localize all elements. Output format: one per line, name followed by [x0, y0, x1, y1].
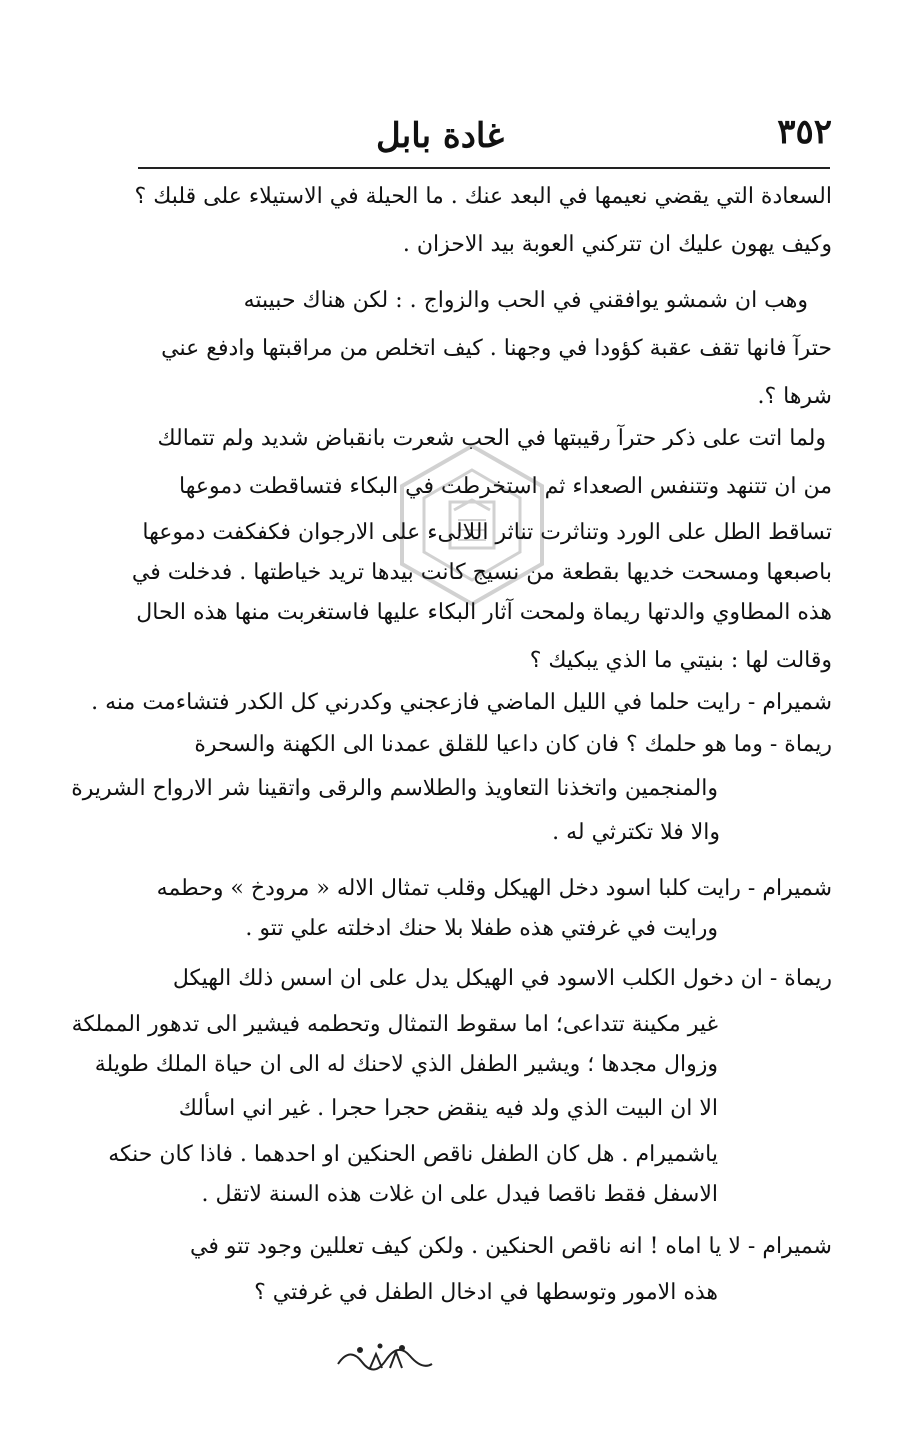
- text-line: ريماة - وما هو حلمك ؟ فان كان داعيا للقلق عمدنا الى الكهنة والسحرة: [194, 732, 832, 757]
- text-line: شميرام - لا يا اماه ! انه ناقص الحنكين . ولكن كيف تعللين وجود تتو في: [189, 1234, 832, 1259]
- text-line: وزوال مجدها ؛ ويشير الطفل الذي لاحنك له الى ان حياة الملك طويلة: [94, 1052, 718, 1077]
- page-end-ornament: [330, 1336, 440, 1376]
- text-line: وهب ان شمشو يوافقني في الحب والزواج . : لكن هناك حبيبته: [243, 288, 808, 313]
- text-line: شرها ؟.: [757, 384, 832, 409]
- running-title: غادة بابل: [376, 116, 504, 156]
- text-line: شميرام - رايت حلما في الليل الماضي فازعجني وكدرني كل الكدر فتشاءمت منه .: [91, 690, 832, 715]
- text-line: ياشميرام . هل كان الطفل ناقص الحنكين او احدهما . فاذا كان حنكه: [108, 1142, 718, 1167]
- header-rule: [138, 167, 830, 169]
- text-line: ريماة - ان دخول الكلب الاسود في الهيكل يدل على ان اسس ذلك الهيكل: [172, 966, 832, 991]
- text-line: غير مكينة تتداعى؛ اما سقوط التمثال وتحطمه فيشير الى تدهور المملكة: [71, 1012, 718, 1037]
- text-line: حترآ فانها تقف عقبة كؤودا في وجهنا . كيف اتخلص من مراقبتها وادفع عني: [161, 336, 832, 361]
- text-line: هذه الامور وتوسطها في ادخال الطفل في غرفتي ؟: [254, 1280, 718, 1305]
- text-line: تساقط الطل على الورد وتناثرت تناثر اللالىء على الارجوان فكفكفت دموعها: [142, 520, 832, 545]
- text-line: ولما اتت على ذكر حترآ رقيبتها في الحب شعرت بانقباض شديد ولم تتمالك: [157, 426, 826, 451]
- text-line: السعادة التي يقضي نعيمها في البعد عنك . ما الحيلة في الاستيلاء على قلبك ؟: [134, 184, 832, 209]
- text-line: باصبعها ومسحت خديها بقطعة من نسيج كانت بيدها تريد خياطتها . فدخلت في: [131, 560, 832, 585]
- text-line: الا ان البيت الذي ولد فيه ينقض حجرا حجرا . غير اني اسألك: [178, 1096, 718, 1121]
- text-line: هذه المطاوي والدتها ريماة ولمحت آثار البكاء عليها فاستغربت منها هذه الحال: [136, 600, 832, 625]
- text-line: من ان تتنهد وتتنفس الصعداء ثم استخرطت في البكاء فتساقطت دموعها: [178, 474, 832, 499]
- library-watermark-stamp: [392, 440, 552, 610]
- text-line: والا فلا تكترثي له .: [552, 820, 720, 845]
- text-line: ورايت في غرفتي هذه طفلا بلا حنك ادخلته علي تتو .: [245, 916, 718, 941]
- text-line: وقالت لها : بنيتي ما الذي يبكيك ؟: [529, 648, 832, 673]
- text-line: الاسفل فقط ناقصا فيدل على ان غلات هذه السنة لاتقل .: [201, 1182, 718, 1207]
- text-line: والمنجمين واتخذنا التعاويذ والطلاسم والرقى واتقينا شر الارواح الشريرة: [71, 776, 718, 801]
- text-line: وكيف يهون عليك ان تتركني العوبة بيد الاحزان .: [402, 232, 832, 257]
- text-line: شميرام - رايت كلبا اسود دخل الهيكل وقلب تمثال الاله « مرودخ » وحطمه: [156, 876, 832, 901]
- page-number: ٣٥٢: [777, 112, 832, 152]
